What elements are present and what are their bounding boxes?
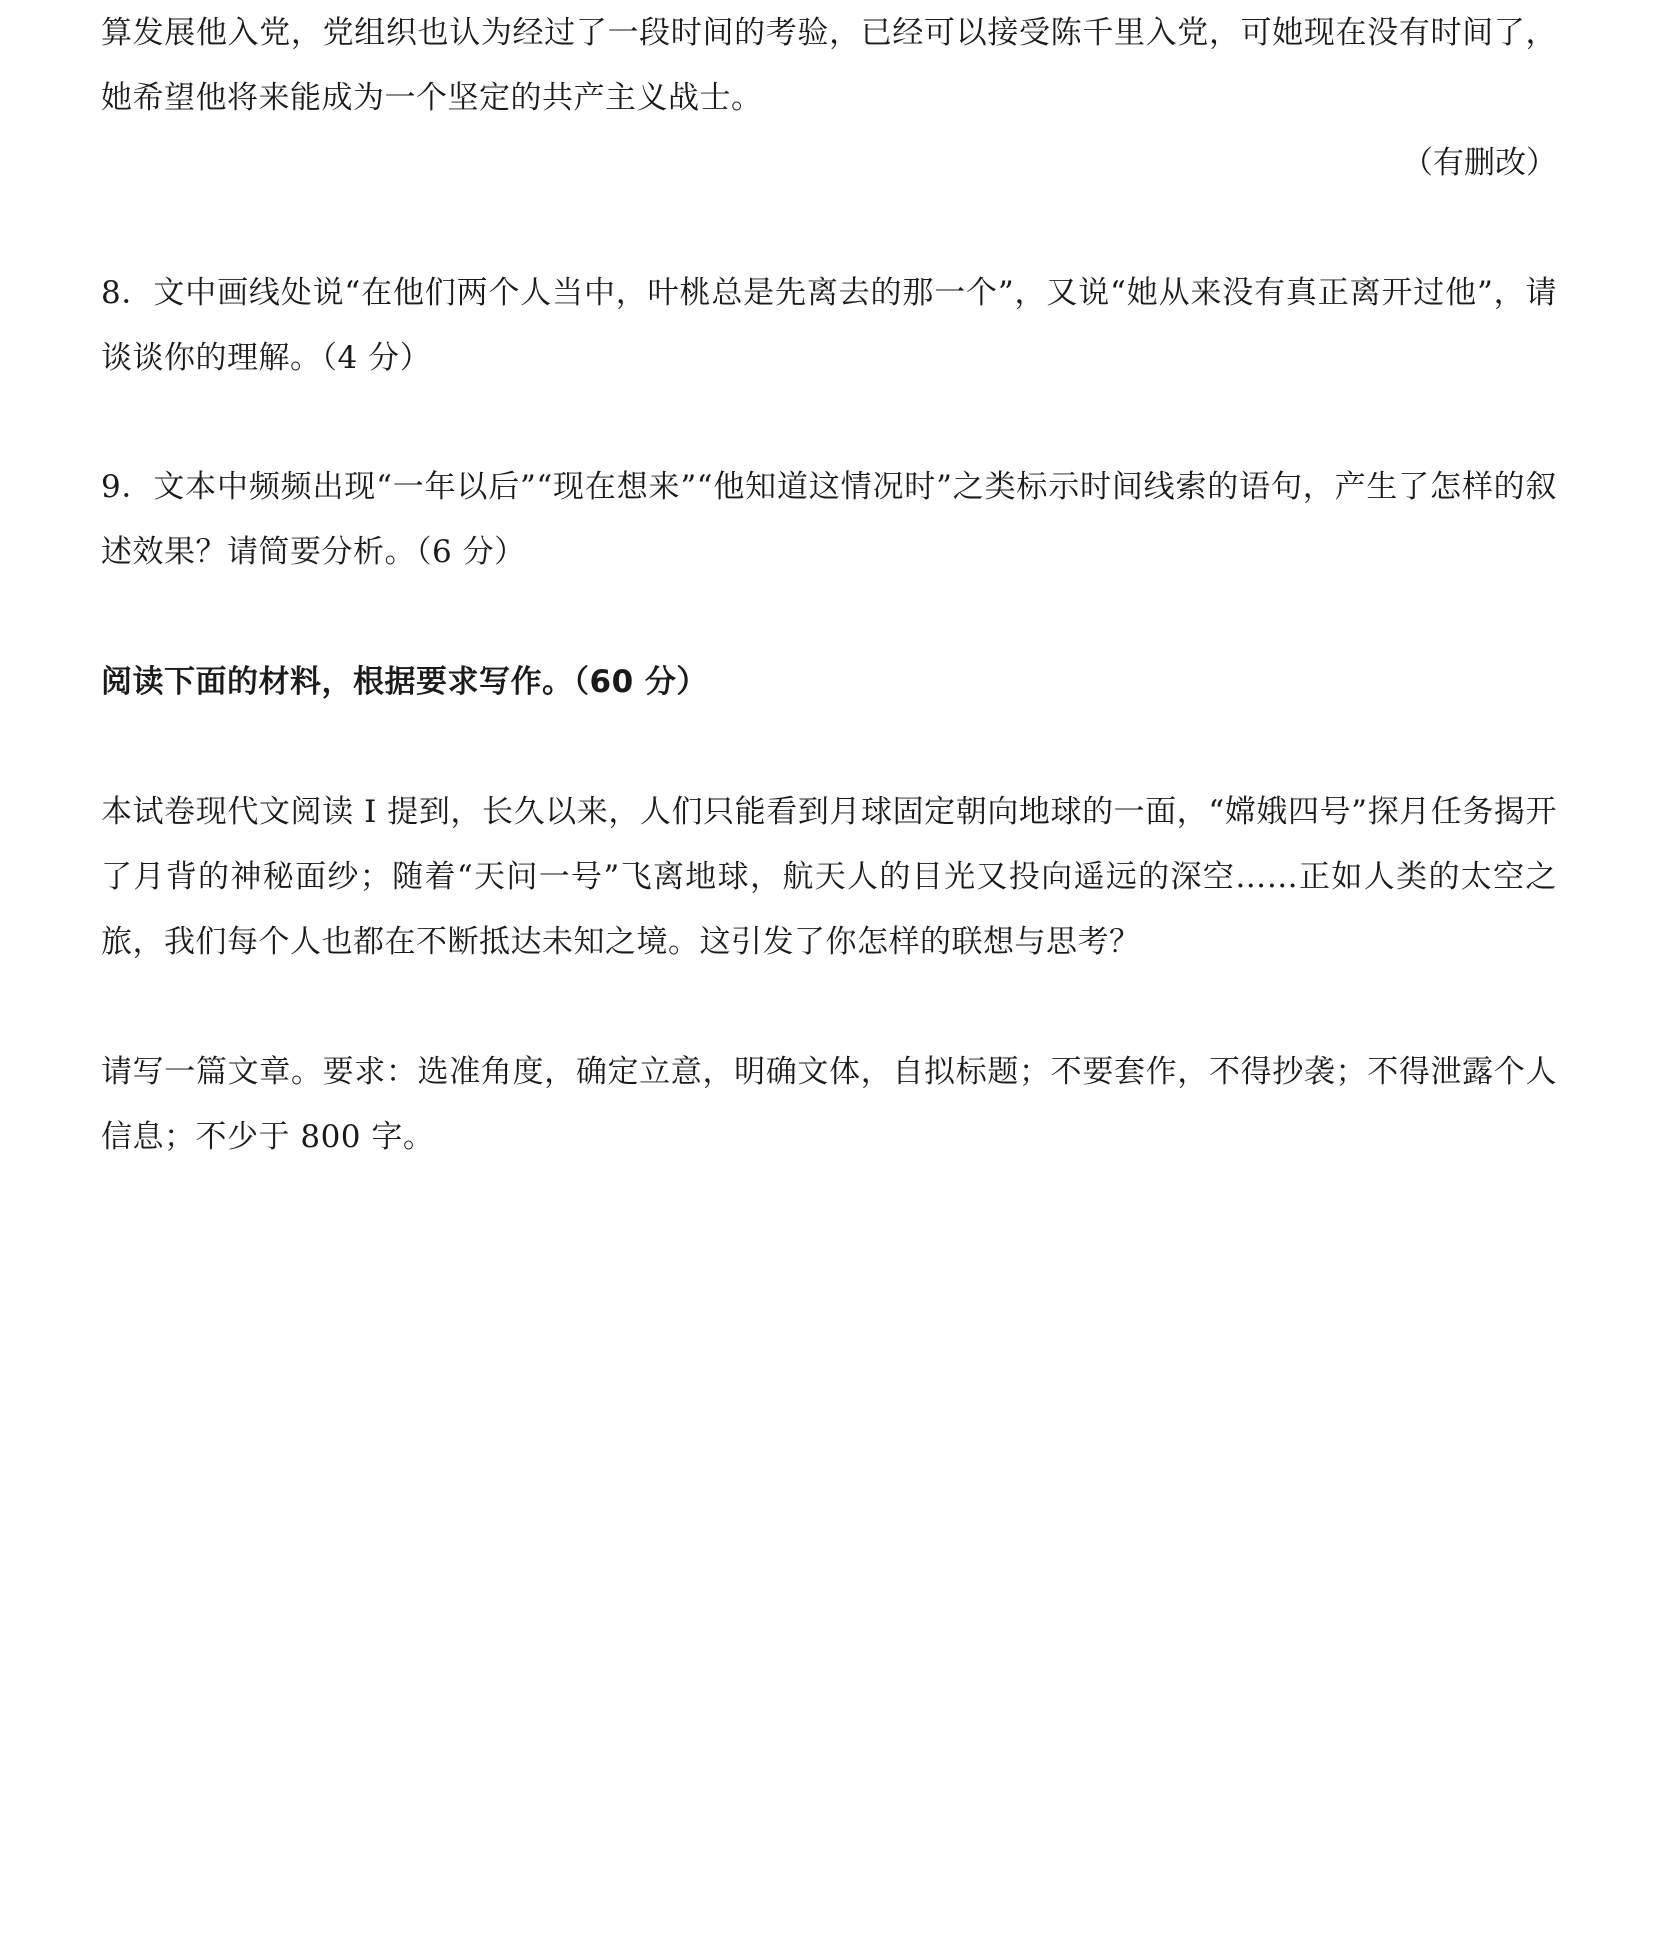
- writing-requirements: 请写一篇文章。要求：选准角度，确定立意，明确文体，自拟标题；不要套作，不得抄袭；不得泄露个人信息；不少于 800 字。: [101, 1054, 1557, 1155]
- writing-material: 本试卷现代文阅读 I 提到，长久以来，人们只能看到月球固定朝向地球的一面，“嫦娥四号”探月任务揭开了月背的神秘面纱；随着“天问一号”飞离地球，航天人的目光又投向遥远的深空……正如人类的太空之旅，我们每个人也都在不断抵达未知之境。这引发了你怎样的联想与思考？: [101, 794, 1557, 960]
- source-note: （有删改）: [1402, 145, 1557, 181]
- question-9: 9．文本中频频出现“一年以后”“现在想来”“他知道这情况时”之类标示时间线索的语句，产生了怎样的叙述效果？请简要分析。（6 分）: [101, 469, 1557, 570]
- writing-heading: 阅读下面的材料，根据要求写作。（60 分）: [101, 664, 708, 700]
- question-8: 8．文中画线处说“在他们两个人当中，叶桃总是先离去的那一个”，又说“她从来没有真正离开过他”，请谈谈你的理解。（4 分）: [101, 275, 1557, 376]
- passage-continuation: 算发展他入党，党组织也认为经过了一段时间的考验，已经可以接受陈千里入党，可她现在没有时间了，她希望他将来能成为一个坚定的共产主义战士。: [101, 15, 1557, 116]
